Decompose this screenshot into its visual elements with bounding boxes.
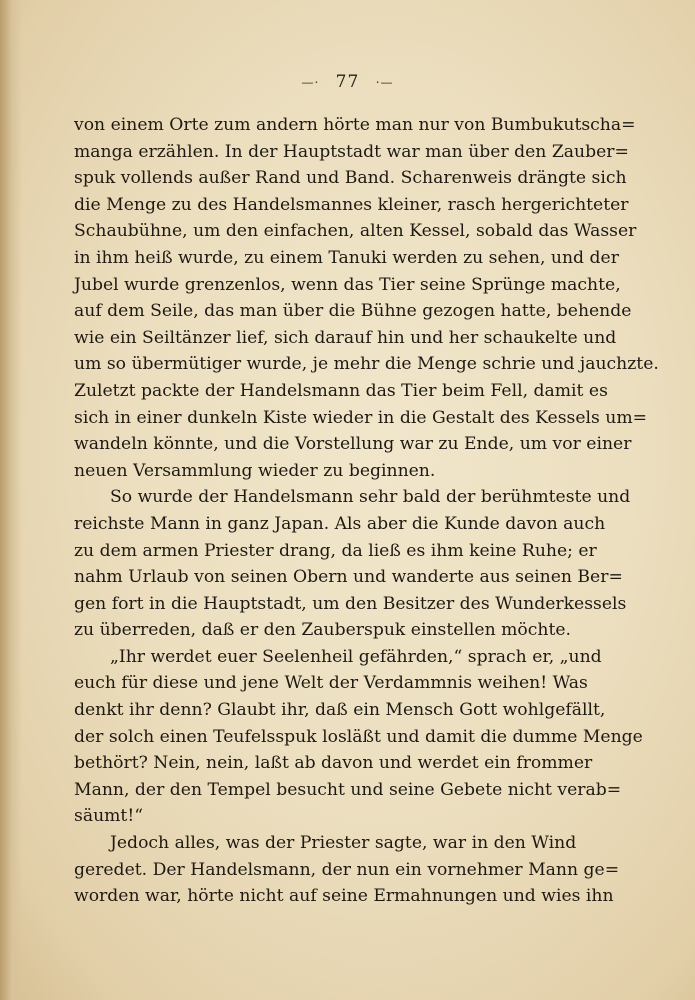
text-line: in ihm heiß wurde, zu einem Tanuki werden zu sehen, und der [74, 247, 619, 268]
text-line: geredet. Der Handelsmann, der nun ein vornehmer Mann ge= [74, 859, 620, 880]
text-line: spuk vollends außer Rand und Band. Scharenweis drängte sich [74, 168, 627, 189]
page-header [0, 72, 695, 92]
text-line: von einem Orte zum andern hörte man nur von Bumbukutscha= [74, 115, 636, 135]
page-number: 77 [335, 72, 360, 92]
page-binding-shadow [0, 0, 22, 1000]
text-line: worden war, hörte nicht auf seine Ermahnungen und wies ihn [74, 886, 614, 907]
text-line: die Menge zu des Handelsmannes kleiner, rasch hergerichteter [74, 194, 629, 215]
body-text [74, 112, 659, 910]
text-line: Jubel wurde grenzenlos, wenn das Tier seine Sprünge machte, [74, 274, 621, 295]
text-line: auf dem Seile, das man über die Bühne gezogen hatte, behende [74, 301, 632, 322]
text-line: zu überreden, daß er den Zauberspuk einstellen möchte. [74, 620, 571, 641]
text-line: Mann, der den Tempel besucht und seine Gebete nicht verab= [74, 779, 622, 800]
text-line: denkt ihr denn? Glaubt ihr, daß ein Mensch Gott wohlgefällt, [74, 700, 606, 721]
text-line: gen fort in die Hauptstadt, um den Besitzer des Wunderkessels [74, 593, 627, 614]
header-ornament-left: —· [301, 75, 320, 90]
text-line: um so übermütiger wurde, je mehr die Menge schrie und jauchzte. [74, 354, 659, 375]
text-line: So wurde der Handelsmann sehr bald der berühmteste und [110, 487, 631, 508]
text-line: wandeln könnte, und die Vorstellung war zu Ende, um vor einer [74, 434, 632, 455]
text-line: wie ein Seiltänzer lief, sich darauf hin und her schaukelte und [74, 327, 617, 348]
text-line: neuen Versammlung wieder zu beginnen. [74, 460, 436, 481]
text-line: zu dem armen Priester drang, da ließ es ihm keine Ruhe; er [74, 540, 597, 561]
text-line: der solch einen Teufelsspuk losläßt und damit die dumme Menge [74, 726, 643, 747]
text-line: Zuletzt packte der Handelsmann das Tier beim Fell, damit es [74, 380, 608, 401]
text-line: sich in einer dunkeln Kiste wieder in die Gestalt des Kessels um= [74, 407, 648, 428]
text-line: bethört? Nein, nein, laßt ab davon und werdet ein frommer [74, 753, 593, 774]
text-line: Schaubühne, um den einfachen, alten Kessel, sobald das Wasser [74, 221, 637, 242]
text-line: „Ihr werdet euer Seelenheil gefährden,“ sprach er, „und [110, 646, 602, 667]
text-line: euch für diese und jene Welt der Verdammnis weihen! Was [74, 673, 588, 694]
header-ornament-right: ·— [375, 75, 394, 90]
text-line: nahm Urlaub von seinen Obern und wanderte aus seinen Ber= [74, 567, 623, 588]
text-line: Jedoch alles, was der Priester sagte, war in den Wind [110, 833, 577, 854]
text-line: säumt!“ [74, 806, 144, 827]
text-line: manga erzählen. In der Hauptstadt war man über den Zauber= [74, 141, 629, 162]
text-line: reichste Mann in ganz Japan. Als aber die Kunde davon auch [74, 513, 606, 534]
